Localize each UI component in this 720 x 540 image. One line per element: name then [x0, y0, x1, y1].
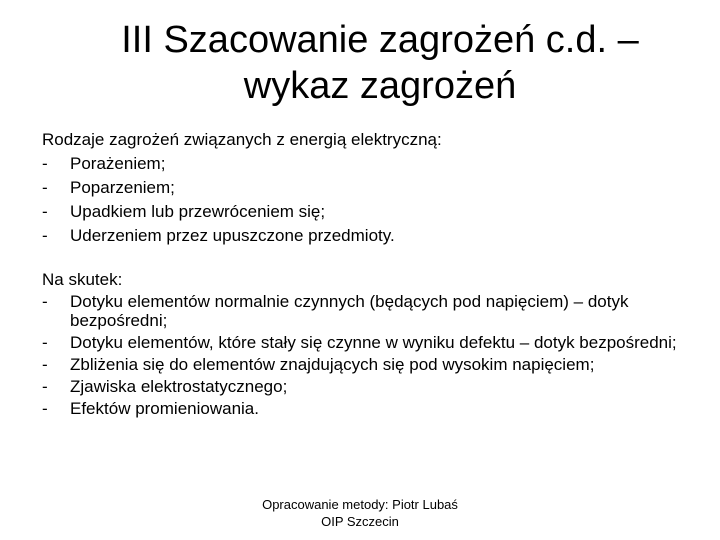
footer-author: Opracowanie metody: Piotr Lubaś — [262, 497, 458, 512]
bullet-dash: - — [42, 333, 48, 352]
bullet-dash: - — [42, 355, 48, 374]
list-item-text: Poparzeniem; — [70, 178, 175, 197]
causes-section — [42, 268, 692, 421]
bullet-dash: - — [42, 399, 48, 418]
hazard-types-section — [42, 128, 692, 248]
slide-title-line-2: wykaz zagrożeń — [243, 65, 517, 107]
list-item — [42, 377, 692, 396]
causes-heading: Na skutek: — [42, 270, 123, 289]
footer-organization: OIP Szczecin — [321, 514, 399, 529]
bullet-dash: - — [42, 202, 48, 221]
bullet-dash: - — [42, 226, 48, 245]
list-item — [42, 292, 692, 330]
hazard-types-heading-emphasis: energią elektryczną — [289, 130, 437, 149]
hazard-types-list — [42, 152, 692, 248]
list-item — [42, 200, 692, 224]
slide-footer — [0, 496, 720, 530]
bullet-dash: - — [42, 377, 48, 396]
list-item-text: Zjawiska elektrostatycznego; — [70, 377, 288, 396]
hazard-types-heading-suffix: : — [437, 130, 442, 149]
slide-title — [40, 17, 720, 109]
bullet-dash: - — [42, 292, 48, 311]
list-item-text: Zbliżenia się do elementów znajdujących się pod wysokim napięciem; — [70, 355, 595, 374]
list-item-text: Dotyku elementów normalnie czynnych (będących pod napięciem) – dotyk bezpośredni; — [70, 292, 629, 330]
list-item-text: Efektów promieniowania. — [70, 399, 259, 418]
list-item — [42, 355, 692, 374]
list-item-text: Uderzeniem przez upuszczone przedmioty. — [70, 226, 395, 245]
slide-title-line-1: III Szacowanie zagrożeń c.d. – — [121, 19, 639, 61]
list-item — [42, 152, 692, 176]
causes-list — [42, 292, 692, 418]
list-item — [42, 176, 692, 200]
list-item-text: Porażeniem; — [70, 154, 166, 173]
hazard-types-heading-prefix: Rodzaje zagrożeń związanych z — [42, 130, 290, 149]
hazard-types-heading — [42, 128, 692, 152]
list-item-text: Dotyku elementów, które stały się czynne w wyniku defektu – dotyk bezpośredni; — [70, 333, 677, 352]
list-item — [42, 399, 692, 418]
list-item — [42, 333, 692, 352]
bullet-dash: - — [42, 178, 48, 197]
bullet-dash: - — [42, 154, 48, 173]
list-item-text: Upadkiem lub przewróceniem się; — [70, 202, 326, 221]
list-item — [42, 224, 692, 248]
